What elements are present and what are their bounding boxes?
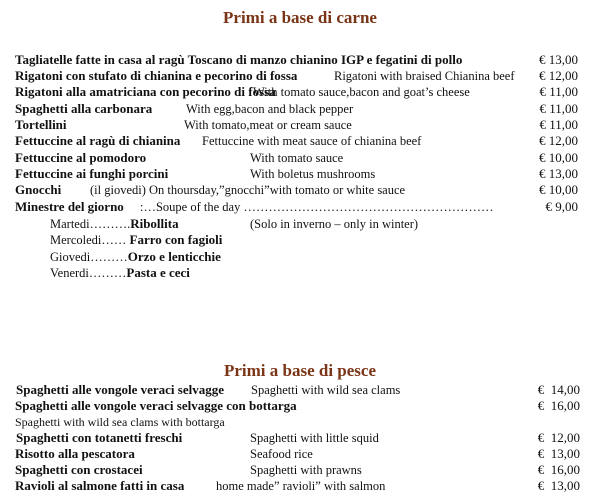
item-name: Spaghetti alle vongole veraci selvagge con bottarga bbox=[15, 398, 297, 413]
menu-item bbox=[0, 101, 600, 117]
soup-day: Venerdi……… bbox=[50, 266, 127, 281]
item-price: € 10,00 bbox=[539, 182, 578, 197]
item-description: (il giovedi) On thoursday,”gnocchi”with tomato or white sauce bbox=[90, 183, 406, 197]
soup-of-day-item bbox=[0, 249, 600, 265]
menu-item bbox=[0, 133, 600, 149]
menu-item bbox=[0, 117, 600, 133]
item-name: Risotto alla pescatora bbox=[15, 446, 135, 461]
menu-item bbox=[0, 430, 600, 446]
soup-line bbox=[50, 265, 190, 281]
item-price: € 13,00 bbox=[539, 52, 578, 67]
menu-item bbox=[0, 166, 600, 182]
item-description: :…Soupe of the day …………………………………………………… bbox=[140, 200, 494, 214]
soup-of-day-item bbox=[0, 265, 600, 281]
item-description: Spaghetti with prawns bbox=[250, 463, 362, 477]
soup-line bbox=[50, 232, 222, 248]
soup-dish: Ribollita bbox=[130, 216, 179, 231]
item-name: Fettuccine al pomodoro bbox=[15, 150, 147, 165]
menu-item bbox=[0, 68, 600, 84]
item-price: € 12,00 bbox=[539, 133, 578, 148]
soup-note: (Solo in inverno – only in winter) bbox=[250, 217, 419, 231]
soup-of-day-item bbox=[0, 232, 600, 248]
item-name: Rigatoni alla amatriciana con pecorino di fossa bbox=[15, 84, 276, 99]
menu-item bbox=[0, 150, 600, 166]
item-price: € 13,00 bbox=[537, 478, 580, 493]
soup-line bbox=[50, 249, 221, 265]
item-name: Rigatoni con stufato di chianina e pecorino di fossa bbox=[15, 68, 298, 83]
item-description: Seafood rice bbox=[250, 447, 313, 461]
item-name: Spaghetti alla carbonara bbox=[15, 101, 153, 116]
item-price: € 16,00 bbox=[537, 398, 580, 413]
menu-item bbox=[0, 382, 600, 398]
menu-item bbox=[0, 414, 600, 430]
item-name: Tagliatelle fatte in casa al ragù Toscano di manzo chianino IGP e fegatini di pollo bbox=[15, 52, 463, 67]
item-description: Fettuccine with meat sauce of chianina beef bbox=[202, 134, 422, 148]
item-price: € 11,00 bbox=[539, 117, 578, 132]
item-description: home made” ravioli” with salmon bbox=[216, 479, 386, 493]
item-price: € 12,00 bbox=[539, 68, 578, 83]
soup-day: Martedi………. bbox=[50, 217, 131, 231]
item-description: Rigatoni with braised Chianina beef bbox=[334, 69, 515, 83]
section-title-pesce: Primi a base di pesce bbox=[223, 361, 377, 380]
item-name: Ravioli al salmone fatti in casa bbox=[15, 478, 185, 493]
item-price: € 13,00 bbox=[537, 446, 580, 461]
section-title-carne: Primi a base di carne bbox=[223, 8, 377, 27]
item-description: With boletus mushrooms bbox=[250, 167, 376, 181]
item-name: Spaghetti con totanetti freschi bbox=[16, 430, 183, 445]
soup-dish: Orzo e lenticchie bbox=[127, 248, 221, 264]
soup-dish: Farro con fagioli bbox=[129, 232, 223, 248]
item-price: € 12,00 bbox=[537, 430, 580, 445]
item-name: Fettuccine ai funghi porcini bbox=[15, 166, 169, 181]
soup-day: Giovedi……… bbox=[50, 249, 128, 264]
item-description: With egg,bacon and black pepper bbox=[186, 102, 354, 116]
item-price: € 11,00 bbox=[539, 84, 578, 99]
soup-dish: Pasta e ceci bbox=[126, 265, 190, 281]
menu-item bbox=[0, 199, 600, 215]
item-description: With tomato sauce,bacon and goat’s cheese bbox=[253, 85, 470, 99]
item-price: € 9,00 bbox=[545, 199, 578, 214]
item-name: Spaghetti alle vongole veraci selvagge bbox=[16, 382, 224, 397]
item-description: Spaghetti with little squid bbox=[250, 431, 379, 445]
menu-item bbox=[0, 398, 600, 414]
item-price: € 10,00 bbox=[539, 150, 578, 165]
menu-item bbox=[0, 446, 600, 462]
item-description: With tomato sauce bbox=[250, 151, 344, 165]
soup-line bbox=[50, 216, 179, 232]
menu-item bbox=[0, 182, 600, 198]
item-description: With tomato,meat or cream sauce bbox=[184, 118, 352, 132]
item-price: € 13,00 bbox=[539, 166, 578, 181]
menu-item bbox=[0, 84, 600, 100]
item-name: Spaghetti con crostacei bbox=[15, 462, 143, 477]
menu-item bbox=[0, 478, 600, 494]
item-name: Gnocchi bbox=[15, 182, 62, 197]
item-price: € 16,00 bbox=[537, 462, 580, 477]
soup-of-day-item bbox=[0, 216, 600, 232]
soup-day: Mercoledi…… bbox=[50, 233, 130, 248]
item-name: Fettuccine al ragù di chianina bbox=[15, 133, 181, 148]
item-price: € 14,00 bbox=[537, 382, 580, 397]
item-description: Spaghetti with wild sea clams with bottarga bbox=[15, 415, 225, 429]
item-name: Minestre del giorno bbox=[15, 199, 124, 214]
item-price: € 11,00 bbox=[539, 101, 578, 116]
menu-item bbox=[0, 462, 600, 478]
item-name: Tortellini bbox=[15, 117, 67, 132]
item-description: Spaghetti with wild sea clams bbox=[251, 383, 401, 397]
menu-item bbox=[0, 52, 600, 68]
